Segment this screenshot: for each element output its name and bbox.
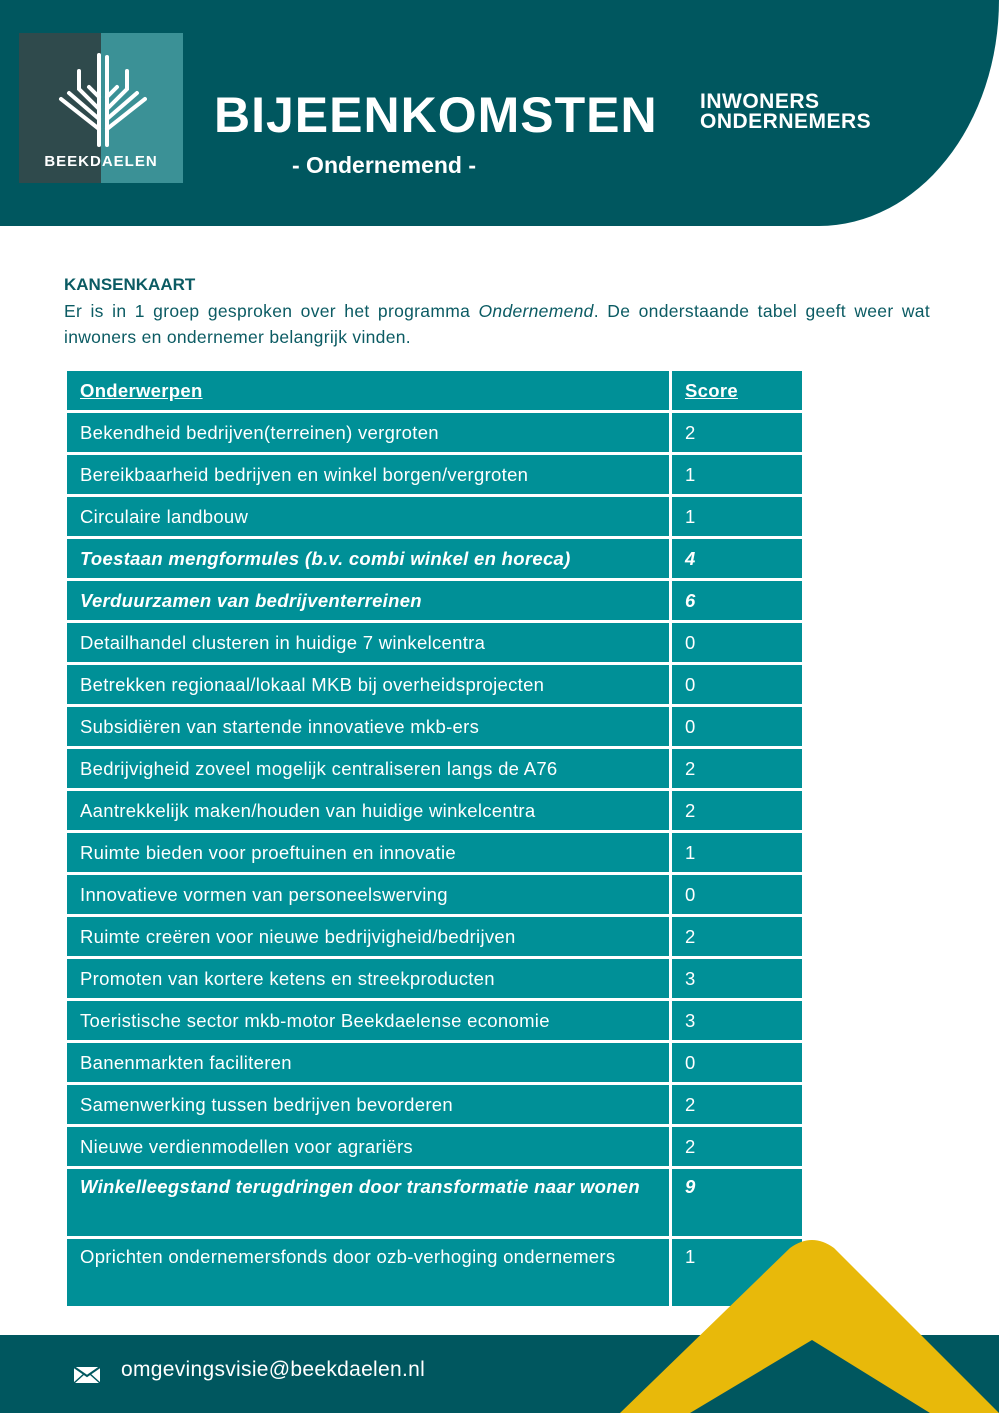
table-row [67, 1001, 802, 1040]
table-row [67, 1043, 802, 1082]
score-cell: 2 [672, 1127, 802, 1166]
table-row-highlighted [67, 539, 802, 578]
table-row [67, 623, 802, 662]
score-cell: 1 [672, 1239, 802, 1306]
table-row [67, 707, 802, 746]
table-row-highlighted [67, 581, 802, 620]
column-header-topics: Onderwerpen [67, 371, 669, 410]
topic-cell: Winkelleegstand terugdringen door transformatie naar wonen [67, 1169, 669, 1236]
logo-wordmark: BEEKDAELEN [44, 153, 158, 170]
score-cell: 4 [672, 539, 802, 578]
table-row [67, 791, 802, 830]
table-row [67, 455, 802, 494]
topic-cell: Subsidiëren van startende innovatieve mkb-ers [67, 707, 669, 746]
mail-icon [73, 1366, 101, 1384]
score-cell: 0 [672, 623, 802, 662]
topic-cell: Bekendheid bedrijven(terreinen) vergroten [67, 413, 669, 452]
audience-label: ONDERNEMERS [700, 110, 872, 133]
score-cell: 3 [672, 1001, 802, 1040]
table-row [67, 1085, 802, 1124]
topic-cell: Detailhandel clusteren in huidige 7 winkelcentra [67, 623, 669, 662]
topic-cell: Nieuwe verdienmodellen voor agrariërs [67, 1127, 669, 1166]
table-row [67, 917, 802, 956]
score-cell: 6 [672, 581, 802, 620]
score-cell: 3 [672, 959, 802, 998]
topic-cell: Aantrekkelijk maken/houden van huidige winkelcentra [67, 791, 669, 830]
table-row [67, 875, 802, 914]
topic-cell: Samenwerking tussen bedrijven bevorderen [67, 1085, 669, 1124]
score-cell: 1 [672, 833, 802, 872]
beekdaelen-logo [19, 33, 183, 183]
topic-cell: Banenmarkten faciliteren [67, 1043, 669, 1082]
table-header-row [67, 371, 802, 410]
score-cell: 2 [672, 413, 802, 452]
score-cell: 9 [672, 1169, 802, 1236]
contact-email[interactable]: omgevingsvisie@beekdaelen.nl [121, 1358, 426, 1381]
topic-cell: Promoten van kortere ketens en streekproducten [67, 959, 669, 998]
topic-cell: Oprichten ondernemersfonds door ozb-verhoging ondernemers [67, 1239, 669, 1306]
score-cell: 2 [672, 1085, 802, 1124]
topic-cell: Bereikbaarheid bedrijven en winkel borgen/vergroten [67, 455, 669, 494]
intro-paragraph [64, 298, 930, 350]
table-row [67, 959, 802, 998]
program-subtitle: - Ondernemend - [292, 152, 477, 178]
topic-cell: Circulaire landbouw [67, 497, 669, 536]
score-cell: 2 [672, 791, 802, 830]
chevron-decoration [620, 1240, 999, 1413]
topic-cell: Toeristische sector mkb-motor Beekdaelense economie [67, 1001, 669, 1040]
intro-text: Er is in 1 groep gesproken over het programma [64, 301, 479, 321]
score-cell: 2 [672, 749, 802, 788]
score-cell: 0 [672, 665, 802, 704]
audience-label: INWONERS [700, 90, 820, 113]
score-cell: 1 [672, 497, 802, 536]
table-row [67, 833, 802, 872]
topics-score-table [64, 368, 805, 1309]
score-cell: 0 [672, 875, 802, 914]
column-header-score: Score [672, 371, 802, 410]
program-name: Ondernemend [478, 301, 594, 321]
page-header [0, 0, 999, 226]
intro-text: . De onderstaande tabel geeft weer wat inwoners en ondernemer belangrijk vinden. [64, 301, 930, 347]
topic-cell: Betrekken regionaal/lokaal MKB bij overheidsprojecten [67, 665, 669, 704]
table-row [67, 497, 802, 536]
audience-labels [700, 92, 871, 132]
table-row [67, 413, 802, 452]
score-cell: 1 [672, 455, 802, 494]
table-row-highlighted [67, 1169, 802, 1236]
topic-cell: Verduurzamen van bedrijventerreinen [67, 581, 669, 620]
section-heading: KANSENKAART [64, 275, 196, 294]
score-cell: 0 [672, 1043, 802, 1082]
tree-logo-icon [55, 47, 147, 147]
topic-cell: Toestaan mengformules (b.v. combi winkel en horeca) [67, 539, 669, 578]
topic-cell: Bedrijvigheid zoveel mogelijk centraliseren langs de A76 [67, 749, 669, 788]
topic-cell: Innovatieve vormen van personeelswerving [67, 875, 669, 914]
table-row [67, 749, 802, 788]
topic-cell: Ruimte bieden voor proeftuinen en innovatie [67, 833, 669, 872]
page-title: BIJEENKOMSTEN [214, 87, 658, 143]
table-row [67, 1127, 802, 1166]
table-row [67, 665, 802, 704]
topic-cell: Ruimte creëren voor nieuwe bedrijvigheid/bedrijven [67, 917, 669, 956]
score-cell: 0 [672, 707, 802, 746]
score-cell: 2 [672, 917, 802, 956]
